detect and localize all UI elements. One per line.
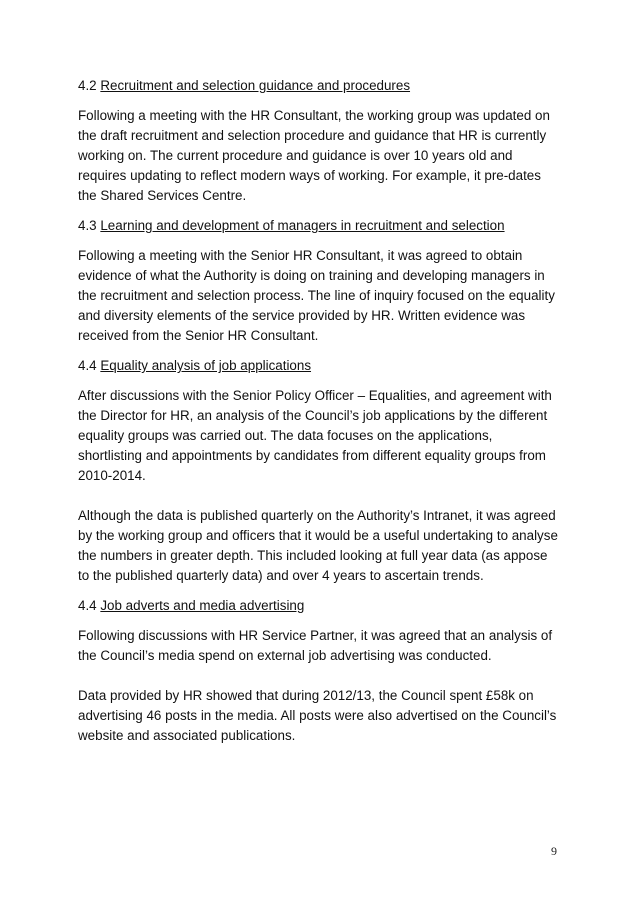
section-4-2 — [78, 76, 560, 206]
paragraph: Although the data is published quarterly on the Authority’s Intranet, it was agreed by the working group and officers that it would be a useful undertaking to analyse the numbers in greater depth. This included looking at full year data (as appose to the published quarterly data) and over 4 years to ascertain trends. — [78, 508, 558, 583]
section-title: Learning and development of managers in recruitment and selection — [100, 218, 505, 233]
section-heading — [78, 596, 560, 616]
section-heading — [78, 356, 560, 376]
page-number: 9 — [551, 844, 557, 858]
section-heading — [78, 76, 560, 96]
section-number: 4.4 — [78, 358, 97, 373]
section-number: 4.4 — [78, 598, 97, 613]
paragraph: Following discussions with HR Service Partner, it was agreed that an analysis of the Council’s media spend on external job advertising was conducted. — [78, 628, 553, 663]
section-title: Job adverts and media advertising — [100, 598, 305, 613]
paragraph: Following a meeting with the Senior HR Consultant, it was agreed to obtain evidence of what the Authority is doing on training and developing managers in the recruitment and selection process. The line of inquiry focused on the equality and diversity elements of the service provided by HR. Written evidence was received from the Senior HR Consultant. — [78, 248, 555, 343]
paragraph: After discussions with the Senior Policy Officer – Equalities, and agreement with the Director for HR, an analysis of the Council’s job applications by the different equality groups was carried out. The data focuses on the applications, shortlisting and appointments by candidates from different equality groups from 2010-2014. — [78, 388, 552, 483]
document-page — [78, 76, 560, 756]
section-heading — [78, 216, 560, 236]
section-4-4-adverts — [78, 596, 560, 746]
section-4-4-equality — [78, 356, 560, 586]
section-number: 4.2 — [78, 78, 97, 93]
paragraph: Following a meeting with the HR Consultant, the working group was updated on the draft recruitment and selection procedure and guidance that HR is currently working on. The current procedure and guidance is over 10 years old and requires updating to reflect modern ways of working. For example, it pre-dates the Shared Services Centre. — [78, 108, 550, 203]
section-4-3 — [78, 216, 560, 346]
paragraph: Data provided by HR showed that during 2012/13, the Council spent £58k on advertising 46 posts in the media. All posts were also advertised on the Council’s website and associated publications. — [78, 688, 557, 743]
section-number: 4.3 — [78, 218, 97, 233]
section-title: Equality analysis of job applications — [100, 358, 312, 373]
section-title: Recruitment and selection guidance and procedures — [100, 78, 411, 93]
